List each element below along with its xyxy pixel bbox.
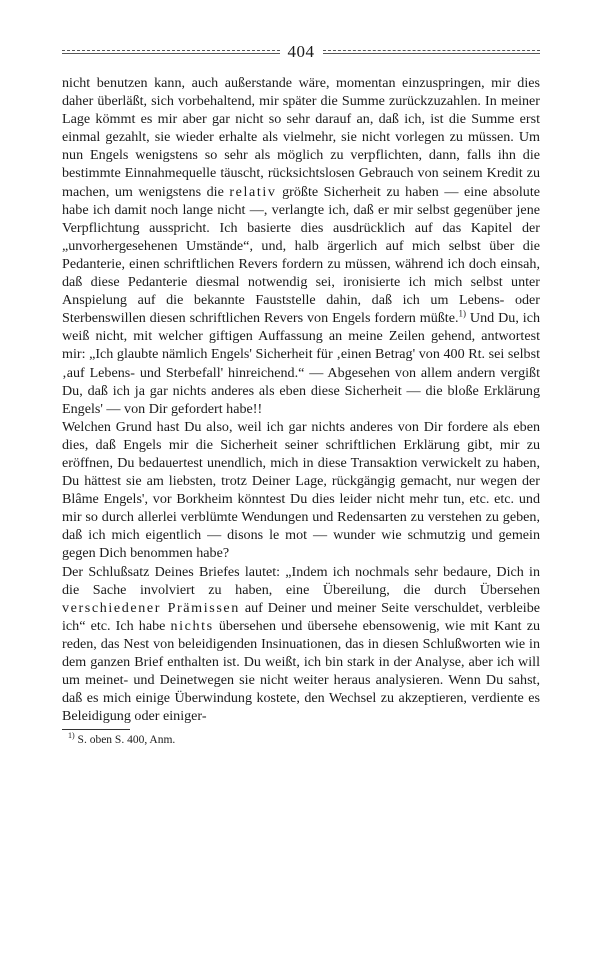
page-header xyxy=(62,40,540,64)
text-run: übersehen und übersehe ebensowenig, wie mit Kant zu reden, das Nest von beleidigenden Insinuationen, das in diesen Schlußworten wie in dem ganzen Brief enthalten ist. Du weißt, ich bin stark in der Analyse, aber ich will um meinet- und Deinetwegen sie nicht weiter heraus analysieren. Wenn Du sahst, daß es mich einige Überwindung kostete, den Wechsel zu akzeptieren, verdiente es Beleidigung oder einiger- xyxy=(62,617,540,725)
paragraph xyxy=(62,418,540,563)
text-run: Und Du, ich weiß nicht, mit welcher giftigen Auffassung an meine Zeilen gehend, antwortest mir: „Ich glaubte nämlich Engels' Sicherheit für ‚einen Betrag' von 400 Rt. sei selbst ‚auf Lebens- und Sterbefall' hinreichend.“ — Abgesehen von allem andern vergißt Du, daß ich ja gar nichts anderes als eben diese Sicherheit — die bloße Erklärung Engels' — von Dir gefordert habe!! xyxy=(62,310,540,417)
paragraph xyxy=(62,74,540,418)
body-text xyxy=(62,74,540,725)
page-number: 404 xyxy=(287,42,315,61)
book-page xyxy=(62,40,540,748)
text-run: Welchen Grund hast Du also, weil ich gar nichts anderes von Dir fordere als eben dies, daß Engels mir die Sicherheit seiner schriftlichen Erklärung gibt, mir zu eröffnen, Du bedauertest unendlich, mich in diese Transaktion verwickelt zu haben, Du hättest sie am liebsten, trotz Deiner Lage, rückgängig gemacht, nur wegen der Blâme Engels', vor Borkheim könntest Du dies leider nicht mehr tun, etc. etc. und mir so durch allerlei verblümte Wendungen und Redensarten zu verstehen zu geben, daß ich mich eigentlich — disons le mot — wunder wie schmutzig und gemein gegen Dich benommen habe? xyxy=(62,418,540,562)
spaced-emphasis: nichts xyxy=(170,617,214,634)
footnote-text: S. oben S. 400, Anm. xyxy=(74,734,176,747)
header-rule-right xyxy=(323,50,541,54)
text-run: Der Schlußsatz Deines Briefes lautet: „Indem ich nochmals sehr bedaure, Dich in die Sache involviert zu haben, eine Übereilung, die durch Übersehen xyxy=(62,563,540,598)
spaced-emphasis: relativ xyxy=(229,183,277,200)
footnote-separator xyxy=(62,729,130,730)
footnote xyxy=(62,733,540,748)
text-run: nicht benutzen kann, auch außerstande wäre, momentan einzuspringen, mir dies daher überläßt, sich vorbehaltend, mir später die Summe zurückzuzahlen. In meiner Lage kömmt es mir aber gar nicht so sehr darauf an, daß ich, ist die Summe erst einmal gezahlt, sie wieder erhalte als vielmehr, sie nicht vorlegen zu müssen. Um nun Engels wenigstens so sehr als möglich zu verpflichten, dann, falls ihn die bestimmte Einnahmequelle täuscht, rücksichtslosen Gebrauch von seinem Kredit zu machen, um wenigstens die xyxy=(62,75,540,200)
footnote-reference: 1) xyxy=(458,308,466,319)
spaced-emphasis: verschiedener Prämissen xyxy=(62,599,240,616)
header-rule-left xyxy=(62,50,280,54)
text-run: größte Sicherheit zu haben — eine absolute habe ich damit noch lange nicht —, verlangte ich, daß er mir selbst gegenüber jene Verpflichtung ausspricht. Ich basierte dies ausdrücklich auf das Kapitel der „unvorhergesehenen Umstände“, und, halb ärgerlich auf mich selbst über die Pedanterie, einen schriftlichen Revers fordern zu müssen, während ich doch einsah, daß diese Pedanterie diesmal notwendig sei, ironisierte ich mich selbst unter Anspielung auf die bekannte Fauststelle dahin, daß ich um Lebens- oder Sterbenswillen diesen schriftlichen Revers von Engels fordern müßte. xyxy=(62,183,540,327)
text-run: auf Deiner und meiner Seite verschuldet, verbleibe ich“ etc. Ich habe xyxy=(62,599,541,634)
footnote-mark: 1) xyxy=(68,731,75,741)
paragraph xyxy=(62,563,540,726)
